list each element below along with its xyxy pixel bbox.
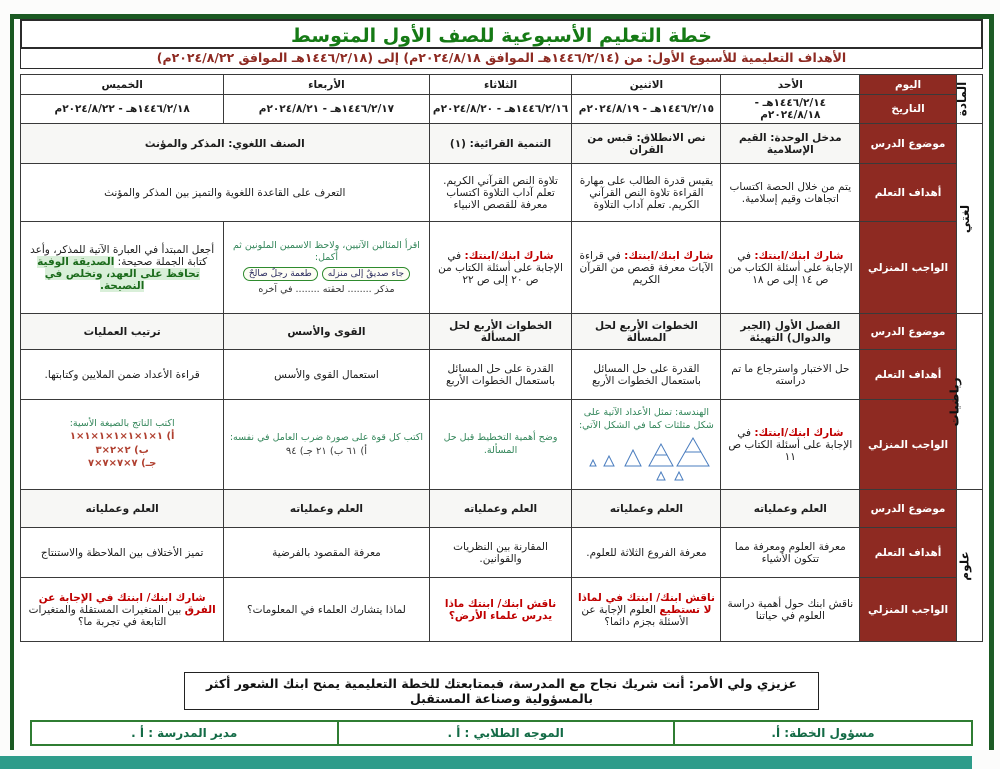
document-sheet: [10, 14, 994, 750]
science-topic-sunday: العلم وعملياته: [721, 490, 860, 528]
bottom-teal-bar: [0, 756, 972, 769]
lughati-topic-tuesday: التنمية القرائية: (١): [429, 124, 572, 164]
science-goals-wednesday: معرفة المقصود بالفرضية: [224, 528, 429, 578]
lughati-topic-wed-thu: الصنف اللغوي: المذكر والمؤنث: [21, 124, 430, 164]
day-header-monday: الاثنين: [572, 75, 721, 95]
lughati-homework-wednesday: [224, 222, 429, 314]
row-label-goals-science: أهداف التعلم: [860, 528, 957, 578]
science-goals-monday: معرفة الفروع الثلاثة للعلوم.: [572, 528, 721, 578]
lughati-homework-thursday: [21, 222, 224, 314]
row-label-topic-lughati: موضوع الدرس: [860, 124, 957, 164]
lughati-homework-tuesday: [429, 222, 572, 314]
day-header: اليوم: [860, 75, 957, 95]
handwritten-note: الهندسة: تمثل الأعداد الآتية على شكل مثلثات كما في الشكل الآتي:: [578, 407, 714, 431]
date-thursday: ١٤٤٦/٢/١٨هـ - ٢٠٢٤/٨/٢٢م: [21, 95, 224, 124]
subject-header-label: المادة: [954, 81, 969, 117]
date-header: التاريخ: [860, 95, 957, 124]
handwritten-note: اكتب كل قوة على صورة ضرب العامل في نفسه:: [229, 431, 424, 443]
math-homework-monday: [572, 400, 721, 490]
subject-lughati-label: لغتي: [957, 204, 972, 233]
homework-text: في الإجابة على أسئلة الكتاب ص ١١: [728, 426, 853, 463]
homework-text: العلوم الإجابة عن الأسئلة بجزم دائما؟: [581, 603, 689, 628]
math-homework-wednesday: [224, 400, 429, 490]
page-subtitle: الأهداف التعليمية للأسبوع الأول: من (١٤٤٦/٢/١٤هـ الموافق ٢٠٢٤/٨/١٨م) إلى (١٤٤٦/٢/١٨هـ الموافق ٢٠٢٤/٨/٢٢م): [20, 49, 983, 69]
science-topic-monday: العلم وعملياته: [572, 490, 721, 528]
parent-notice: عزيزي ولي الأمر: أنت شريك نجاح مع المدرسة، فبمتابعتك للخطة التعليمية يمنح ابنك الشعور أكثر بالمسؤولية وصناعة المستقبل: [184, 672, 820, 710]
exercise-line-1: أ) ١×١×١×١×١×١×١: [69, 431, 175, 443]
signature-row: [30, 720, 974, 746]
math-topic-wednesday: القوى والأسس: [224, 314, 429, 350]
exercise-line-2: ب) ٢×٢×٣: [95, 444, 149, 456]
math-homework-sunday: [721, 400, 860, 490]
lughati-topic-sunday: مدخل الوحدة: القيم الإسلامية: [721, 124, 860, 164]
homework-text: أجعل المبتدأ في العبارة الآتية للمذكر، وأعد كتابة الجملة صحيحة:: [30, 243, 215, 268]
day-header-sunday: الأحد: [721, 75, 860, 95]
math-goals-monday: القدرة على حل المسائل باستعمال الخطوات الأربع: [572, 350, 721, 400]
weekly-plan-table: [20, 74, 983, 642]
homework-red-prefix: ناقش ابنك/ ابنتك ماذا يدرس علماء الأرض؟: [444, 597, 557, 622]
homework-red-prefix: شارك ابنك/ ابنتك في الإجابة عن الفرق: [38, 591, 216, 616]
homework-red-prefix: شارك ابنك/ابنتك:: [754, 426, 844, 439]
exercise-items: أ) ٦١ ب) ٢١ جـ) ٩٤: [285, 446, 368, 458]
lughati-goals-monday: يقيس قدرة الطالب على مهارة القراءة تلاوة النص القرآني الكريم. تعلم آداب التلاوة: [572, 164, 721, 222]
math-goals-sunday: حل الاختبار واسترجاع ما تم دراسته: [721, 350, 860, 400]
highlighted-sentence: الصديقة الوفية تحافظ على العهد، وتخلص في النصيحة.: [37, 255, 200, 292]
homework-red-prefix: ناقش ابنك/ ابنتك في لماذا لا تستطيع: [577, 591, 715, 616]
math-goals-tuesday: القدرة على حل المسائل باستعمال الخطوات الأربع: [429, 350, 572, 400]
example-box-1: جاء صديقٌ إلى منزله: [322, 267, 410, 281]
page-title: خطة التعليم الأسبوعية للصف الأول المتوسط: [20, 19, 983, 49]
science-goals-tuesday: المقارنة بين النظريات والقوانين.: [429, 528, 572, 578]
row-label-goals-lughati: أهداف التعلم: [860, 164, 957, 222]
footer-student-advisor: الموجه الطلابي : أ .: [338, 721, 674, 745]
science-topic-wednesday: العلم وعملياته: [224, 490, 429, 528]
subject-science: [956, 490, 982, 642]
footer-principal: مدير المدرسة : أ .: [31, 721, 338, 745]
weekly-plan-document: [0, 14, 1000, 769]
lughati-homework-monday: [572, 222, 721, 314]
homework-text: بين المتغيرات المستقلة والمتغيرات التابعة في تجربة ما؟: [28, 603, 182, 628]
triangles-diagram: [581, 434, 711, 482]
homework-red-prefix: شارك ابنك/ابنتك:: [464, 249, 554, 262]
date-tuesday: ١٤٤٦/٢/١٦هـ - ٢٠٢٤/٨/٢٠م: [429, 95, 572, 124]
footer-plan-officer: مسؤول الخطة: أ.: [674, 721, 973, 745]
homework-text: في الإجابة على أسئلة الكتاب من ص ١٤ إلى ص ١٨: [727, 249, 853, 286]
example-box-2: طعمة رجلٌ صالحٌ: [243, 267, 318, 281]
math-topic-thursday: ترتيب العمليات: [21, 314, 224, 350]
subject-math: [947, 314, 982, 490]
exercise-line-3: جـ) ٧×٧×٧×٧: [88, 458, 157, 470]
day-header-tuesday: الثلاثاء: [429, 75, 572, 95]
homework-text: ناقش ابنك حول أهمية دراسة العلوم في حياتنا: [727, 597, 854, 622]
science-homework-wednesday: [224, 578, 429, 642]
math-topic-monday: الخطوات الأربع لحل المسألة: [572, 314, 721, 350]
day-header-thursday: الخميس: [21, 75, 224, 95]
math-goals-thursday: قراءة الأعداد ضمن الملايين وكتابتها.: [21, 350, 224, 400]
subject-lughati: [956, 124, 982, 314]
math-goals-wednesday: استعمال القوى والأسس: [224, 350, 429, 400]
handwritten-note: وضح أهمية التخطيط قبل حل المسألة.: [443, 432, 558, 456]
handwritten-note: اكتب الناتج بالصيغة الأسية:: [69, 418, 175, 430]
row-label-topic-science: موضوع الدرس: [860, 490, 957, 528]
lughati-topic-monday: نص الانطلاق: قبس من القران: [572, 124, 721, 164]
science-topic-thursday: العلم وعملياته: [21, 490, 224, 528]
example-boxes: [227, 267, 425, 281]
homework-text: في الإجابة على أسئلة الكتاب من ص ٢٠ إلى ص ٢٢: [438, 249, 563, 286]
date-sunday: ١٤٤٦/٢/١٤هـ - ٢٠٢٤/٨/١٨م: [721, 95, 860, 124]
subject-column-header: [956, 75, 982, 124]
lughati-goals-wed-thu: التعرف على القاعدة اللغوية والتميز بين المذكر والمؤنث: [21, 164, 430, 222]
row-label-topic-math: موضوع الدرس: [860, 314, 957, 350]
row-label-goals-math: أهداف التعلم: [860, 350, 957, 400]
date-wednesday: ١٤٤٦/٢/١٧هـ - ٢٠٢٤/٨/٢١م: [224, 95, 429, 124]
science-homework-thursday: [21, 578, 224, 642]
fill-in-line: مذكر ........ لحقته ........ في آخره: [258, 284, 395, 296]
math-homework-thursday: [21, 400, 224, 490]
lughati-goals-tuesday: تلاوة النص القرآني الكريم. تعلم آداب التلاوة اكتساب معرفة للقصص الانبياء: [429, 164, 572, 222]
science-homework-tuesday: [429, 578, 572, 642]
lughati-homework-sunday: [721, 222, 860, 314]
homework-text: في قراءة الآيات معرفة قصص من القرآن الكريم: [579, 249, 714, 286]
row-label-homework-science: الواجب المنزلي: [860, 578, 957, 642]
handwritten-note: اقرأ المثالين الآتيين، ولاحظ الاسمين الملونين ثم أكمل:: [232, 239, 420, 263]
science-homework-sunday: [721, 578, 860, 642]
lughati-goals-sunday: يتم من خلال الحصة اكتساب اتجاهات وقيم إسلامية.: [721, 164, 860, 222]
science-homework-monday: [572, 578, 721, 642]
homework-red-prefix: شارك ابنك/ابنتك:: [754, 249, 844, 262]
science-goals-thursday: تميز الأختلاف بين الملاحظة والاستنتاج: [21, 528, 224, 578]
math-topic-sunday: الفصل الأول (الجبر والدوال) التهيئة: [721, 314, 860, 350]
homework-red-prefix: شارك ابنك/ابنتك:: [624, 249, 714, 262]
math-topic-tuesday: الخطوات الأربع لحل المسألة: [429, 314, 572, 350]
subject-math-label: رياضيات: [947, 377, 962, 426]
row-label-homework-lughati: الواجب المنزلي: [860, 222, 957, 314]
science-topic-tuesday: العلم وعملياته: [429, 490, 572, 528]
science-goals-sunday: معرفة العلوم ومعرفة مما تتكون الأشياء: [721, 528, 860, 578]
subject-science-label: علوم: [957, 550, 972, 581]
homework-text: لماذا يتشارك العلماء في المعلومات؟: [247, 603, 406, 616]
date-monday: ١٤٤٦/٢/١٥هـ - ٢٠٢٤/٨/١٩م: [572, 95, 721, 124]
math-homework-tuesday: [429, 400, 572, 490]
day-header-wednesday: الأربعاء: [224, 75, 429, 95]
row-label-homework-math: الواجب المنزلي: [860, 400, 957, 490]
